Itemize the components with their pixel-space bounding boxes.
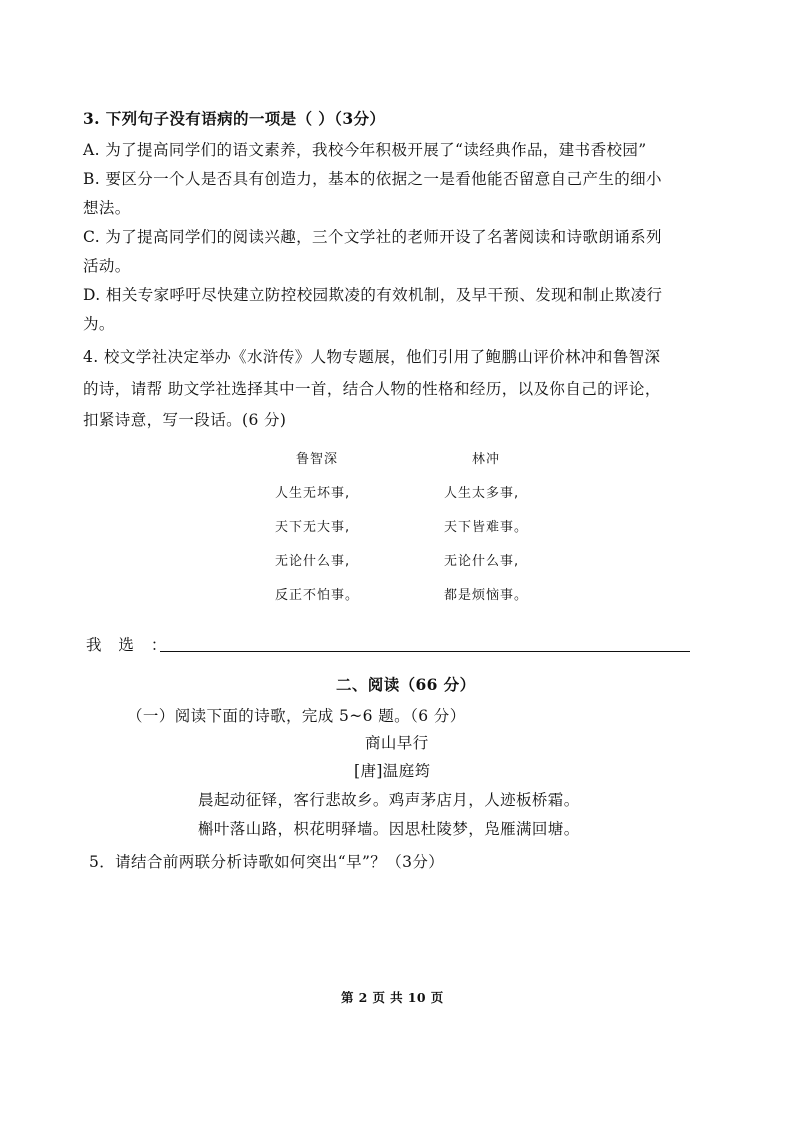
page-footer: 第 2 页 共 10 页: [341, 990, 444, 1005]
poem-line: 人生无坏事,: [275, 486, 351, 501]
poem-line-1: 晨起动征铎，客行悲故乡。鸡声茅店月，人迹板桥霜。: [198, 791, 580, 809]
choose-label: 我 选 ：: [86, 636, 173, 654]
poem-author: [唐]温庭筠: [354, 762, 431, 780]
question-4-line3: 扣紧诗意，写一段话。(6 分): [83, 411, 287, 429]
poem-title-lu-zhishen: 鲁智深: [296, 452, 339, 467]
poem-line-2: 槲叶落山路，枳花明驿墙。因思杜陵梦，凫雁满回塘。: [198, 820, 580, 838]
question-5: 5．请结合前两联分析诗歌如何突出“早”？（3分）: [89, 853, 445, 871]
poem-lin-chong: [444, 443, 528, 613]
question-4-line1: 4. 校文学社决定举办《水浒传》人物专题展，他们引用了鲍鹏山评价林冲和鲁智深: [83, 348, 661, 366]
question-3-stem: 3. 下列句子没有语病的一项是（ ）（3分）: [83, 109, 386, 128]
poem-line: 人生太多事,: [444, 486, 520, 501]
answer-blank-line[interactable]: [160, 651, 690, 652]
question-3-option-c-line2: 活动。: [83, 257, 131, 275]
question-3-option-c-line1: C. 为了提高同学们的阅读兴趣，三个文学社的老师开设了名著阅读和诗歌朗诵系列: [83, 228, 662, 246]
question-3-option-d-line2: 为。: [83, 315, 115, 333]
question-4-line2: 的诗，请帮 助文学社选择其中一首，结合人物的性格和经历，以及你自己的评论，: [83, 380, 661, 398]
poem-title: 商山早行: [365, 734, 429, 752]
poem-line: 反正不怕事。: [275, 588, 360, 603]
poem-lu-zhishen: [275, 443, 359, 613]
section-2-subheading: （一）阅读下面的诗歌，完成 5~6 题。（6 分）: [127, 707, 466, 725]
poem-title-lin-chong: 林冲: [472, 452, 501, 467]
question-3-option-d-line1: D. 相关专家呼吁尽快建立防控校园欺凌的有效机制，及早干预、发现和制止欺凌行: [83, 286, 663, 304]
poem-line: 无论什么事,: [444, 554, 520, 569]
question-3-option-b-line2: 想法。: [83, 199, 131, 217]
question-3-option-a: A. 为了提高同学们的语文素养，我校今年积极开展了“读经典作品，建书香校园”: [83, 141, 647, 159]
poem-line: 天下无大事,: [275, 520, 351, 535]
poem-line: 都是烦恼事。: [444, 588, 529, 603]
poem-line: 无论什么事,: [275, 554, 351, 569]
poem-line: 天下皆难事。: [444, 520, 529, 535]
question-3-option-b-line1: B. 要区分一个人是否具有创造力，基本的依据之一是看他能否留意自己产生的细小: [83, 170, 662, 188]
section-2-heading: 二、阅读（66 分）: [336, 675, 476, 694]
